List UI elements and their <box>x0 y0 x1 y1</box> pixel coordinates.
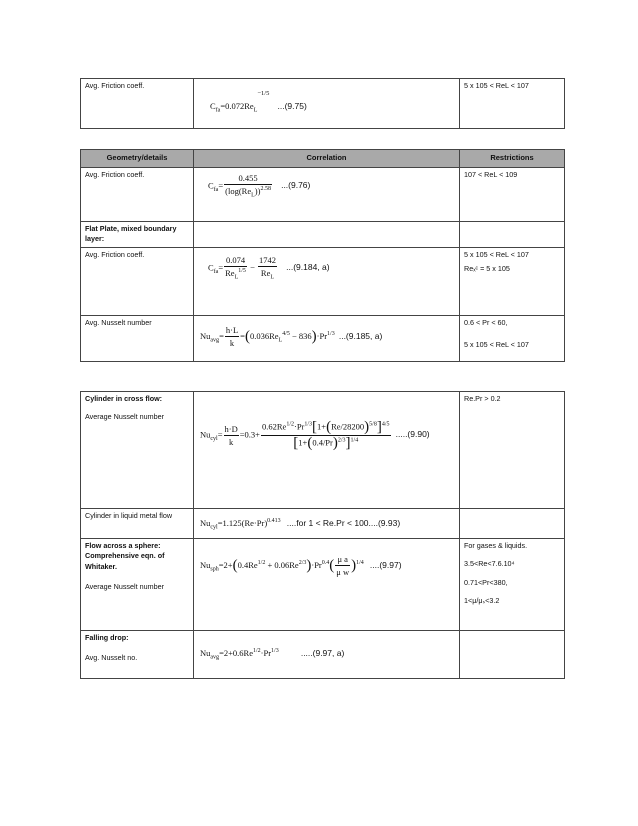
row-label: Avg. Friction coeff. <box>85 249 145 259</box>
restriction-cell <box>460 631 565 679</box>
section-title: Flat Plate, mixed boundary layer: <box>85 223 177 244</box>
geometry-cell <box>81 221 194 247</box>
restriction-text: For gases & liquids. <box>464 541 528 550</box>
equation-9-184a: $C_{fa}=$ $\frac{0.074}{Re_L^{1/5}}$ − $\frac{1742}{Re_L}$ ...(9.184, a) <box>208 254 330 281</box>
table-flat-plate-correlations <box>80 149 565 362</box>
restriction-cell <box>460 539 565 631</box>
header-correlation: Correlation <box>194 150 460 168</box>
equation-tag: .....(9.97, a) <box>300 648 345 658</box>
restriction-cell <box>460 315 565 361</box>
equation-tag: ...(9.75) <box>277 100 307 111</box>
restriction-cell <box>460 392 565 509</box>
table-row <box>81 509 565 539</box>
correlation-cell <box>194 79 460 129</box>
correlation-cell <box>194 631 460 679</box>
table-row <box>81 539 565 631</box>
row-label: Cylinder in liquid metal flow <box>85 511 173 520</box>
equation-9-97a: $Nu_{avg}=2+0.6Re^{1/2}\cdot Pr^{1/3}$ .....(9.97, a) <box>200 648 345 661</box>
geometry-cell <box>81 509 194 539</box>
geometry-cell <box>81 315 194 361</box>
geometry-cell <box>81 79 194 129</box>
table-row <box>81 392 565 509</box>
table-cylinder-sphere-drop <box>80 391 565 679</box>
correlation-cell <box>194 539 460 631</box>
restriction-cell <box>460 79 565 129</box>
header-restrictions: Restrictions <box>460 150 565 168</box>
restriction-cell <box>460 167 565 221</box>
restriction-cell <box>460 247 565 315</box>
equation-tag: ....(9.97) <box>369 559 402 570</box>
geometry-cell <box>81 539 194 631</box>
restriction-text: 3.5<Re<7.6.10⁴ <box>464 559 515 569</box>
table-row <box>81 631 565 679</box>
restriction-text: 5 x 105 < ReL < 107 <box>464 81 529 90</box>
header-geometry: Geometry/details <box>81 150 194 168</box>
correlation-cell <box>194 392 460 509</box>
table-row <box>81 167 565 221</box>
restriction-cell <box>460 509 565 539</box>
equation-9-76: $C_{fa}=$ $\frac{0.455}{(\log(Re_L))^{2.58}}$ ...(9.76) <box>208 172 311 199</box>
section-title: Flow across a sphere: Comprehensive eqn. of Whitaker. <box>85 541 165 571</box>
correlation-cell <box>194 509 460 539</box>
correlation-cell <box>194 221 460 247</box>
row-label: Avg. Friction coeff. <box>85 169 145 179</box>
restriction-text: 1<μ/μₛ<3.2 <box>464 596 500 606</box>
equation-tag: .....(9.90) <box>395 429 430 440</box>
table-flat-plate-turbulent <box>80 78 565 129</box>
row-label: Avg. Nusselt no. <box>85 653 138 663</box>
geometry-cell <box>81 167 194 221</box>
table-row <box>81 221 565 247</box>
restriction-text: Reₓᶜ = 5 x 105 <box>464 264 510 274</box>
geometry-cell <box>81 392 194 509</box>
equation-tag: ...(9.185, a) <box>338 330 383 341</box>
equation-9-185a: $Nu_{avg}=$ $\frac{h\cdot L}{k}$ $=(0.036Re_L^{4/5} - 836)\cdot Pr^{1/3}$ ...(9.185, a) <box>200 324 383 349</box>
equation-tag: ...(9.76) <box>281 180 311 191</box>
geometry-cell <box>81 631 194 679</box>
correlation-cell <box>194 247 460 315</box>
restriction-text: 107 < ReL < 109 <box>464 169 518 179</box>
equation-tag: ....for 1 < Re.Pr < 100....(9.93) <box>286 518 401 528</box>
table-row <box>81 79 565 129</box>
restriction-text: 5 x 105 < ReL < 107 <box>464 249 529 259</box>
equation-9-75: $C_{fa}=0.072Re_L^{-1/5}$ ...(9.75) <box>210 90 307 114</box>
correlation-cell <box>194 167 460 221</box>
restriction-text: 0.6 < Pr < 60, <box>464 317 508 327</box>
row-label: Avg. Friction coeff. <box>85 81 145 90</box>
restriction-text: 0.71<Pr<380, <box>464 577 508 587</box>
table-header-row <box>81 150 565 168</box>
geometry-cell <box>81 247 194 315</box>
equation-9-93: $Nu_{cyl}=1.125(Re\cdot Pr)^{0.413}$ ....for 1 < Re.Pr < 100....(9.93) <box>200 518 401 531</box>
equation-tag: ...(9.184, a) <box>286 262 330 273</box>
restriction-text: Re.Pr > 0.2 <box>464 394 501 403</box>
section-title: Cylinder in cross flow: <box>85 394 163 403</box>
row-label: Average Nusselt number <box>85 582 164 592</box>
correlation-cell <box>194 315 460 361</box>
row-label: Average Nusselt number <box>85 412 164 422</box>
section-title: Falling drop: <box>85 633 129 642</box>
restriction-cell <box>460 221 565 247</box>
table-row <box>81 247 565 315</box>
equation-9-90: $Nu_{cyl}=$ $\frac{h\cdot D}{k}$ =0.3+ $\frac{0.62Re^{1/2}\cdot Pr^{1/3}[1+(Re/28200)^{5/8}]^{4/5}}{[1+(0.4/Pr)^{2/3}]^{1/4}}$ .....(9.90) <box>200 419 430 451</box>
table-row <box>81 315 565 361</box>
row-label: Avg. Nusselt number <box>85 317 152 327</box>
restriction-text: 5 x 105 < ReL < 107 <box>464 340 529 350</box>
equation-9-97: $Nu_{sph}=2+(0.4Re^{1/2} + 0.06Re^{2/3})\cdot Pr^{0.4}$( $\frac{\text{μ a}}{\text{μ w}}$ )$^{1/4}$ ....(9.97) <box>200 554 402 578</box>
